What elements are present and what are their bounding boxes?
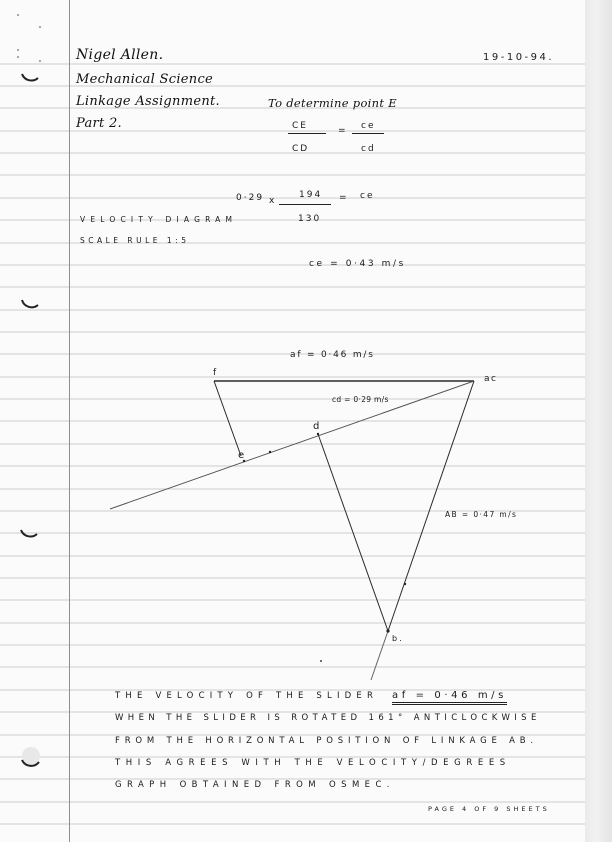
part-label: Part 2. <box>76 116 122 131</box>
conclusion-line-4: THIS AGREES WITH THE VELOCITY/DEGREES <box>115 758 511 768</box>
calc-times: x <box>269 196 277 206</box>
af-label: af = 0·46 m/s <box>290 350 375 360</box>
point-ac: ac <box>484 374 498 384</box>
ab-vector <box>388 381 474 631</box>
point-d: d <box>313 421 322 432</box>
fe-vector <box>214 381 241 456</box>
point-f: f <box>213 368 219 378</box>
scale-rule: SCALE RULE 1:5 <box>80 236 190 245</box>
slider-line <box>110 381 474 509</box>
ratio-equals: = <box>338 126 348 136</box>
ratio-lhs-num: CE <box>292 121 308 131</box>
assignment-title: Linkage Assignment. <box>76 94 220 109</box>
calc-equals: = <box>339 193 349 203</box>
ratio-lhs-den: CD <box>292 144 310 154</box>
ce-result: ce = 0·43 m/s <box>309 259 406 269</box>
author-name: Nigel Allen. <box>76 47 164 63</box>
determine-title: To determine point E <box>268 96 397 110</box>
calc-factor: 0·29 <box>236 193 265 203</box>
conclusion-line-1: THE VELOCITY OF THE SLIDER af = 0·46 m/s <box>115 690 507 701</box>
calc-denominator: 130 <box>298 214 322 224</box>
af-result-highlight: af = 0·46 m/s <box>392 690 507 705</box>
ratio-rhs-num: ce <box>361 121 376 131</box>
page-footer: PAGE 4 OF 9 SHEETS <box>428 805 550 813</box>
cd-label: cd = 0·29 m/s <box>332 395 389 404</box>
ab-label: AB = 0·47 m/s <box>445 510 518 519</box>
date: 19-10-94. <box>483 52 555 63</box>
point-b: b. <box>392 634 404 643</box>
subject: Mechanical Science <box>76 72 214 87</box>
calc-numerator: 194 <box>299 190 323 200</box>
calc-result-label: ce <box>360 191 375 201</box>
ratio-rhs-den: cd <box>361 144 376 154</box>
conclusion-line-2: WHEN THE SLIDER IS ROTATED 161° ANTICLOCKWISE <box>115 713 541 723</box>
extension-line <box>371 631 388 680</box>
conclusion-line-5: GRAPH OBTAINED FROM OSMEC. <box>115 780 395 790</box>
point-e: e <box>238 450 247 461</box>
diagram-title: VELOCITY DIAGRAM <box>80 215 238 224</box>
conclusion-line-3: FROM THE HORIZONTAL POSITION OF LINKAGE AB. <box>115 736 538 746</box>
db-vector <box>318 434 388 631</box>
